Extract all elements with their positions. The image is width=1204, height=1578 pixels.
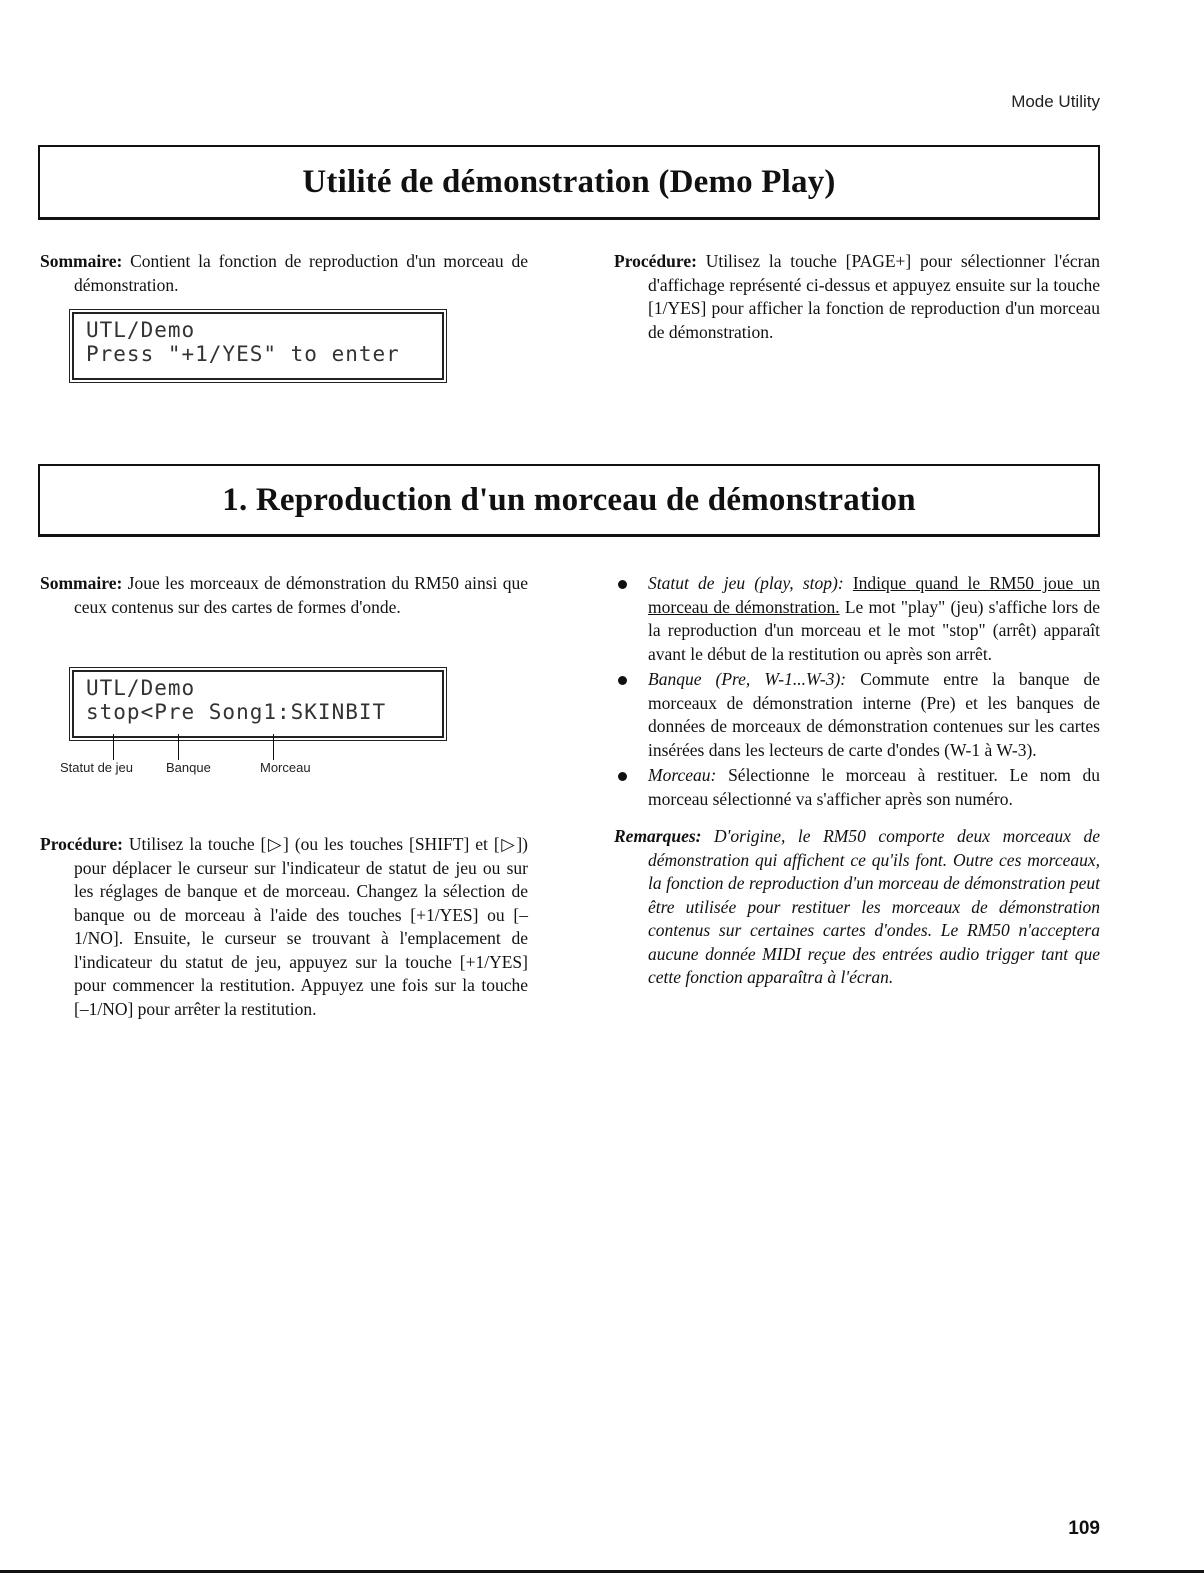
lcd-line-2: Press "+1/YES" to enter	[86, 342, 400, 366]
summary-paragraph	[40, 250, 528, 297]
callout-line-song	[273, 734, 274, 760]
section-title-box-reproduction	[38, 464, 1100, 537]
remarks-text: D'origine, le RM50 comporte deux morceaux de démonstration qui affichent ce qu'ils font. Outre ces morceaux, la fonction de reproduction d'un morceau de démonstration peut être utilisée pour restituer les morceaux de démonstration contenus sur certaines cartes d'ondes. Le RM50 n'acceptera aucune donnée MIDI reçue des entrées audio trigger tant que cette fonction apparaîtra à l'écran.	[648, 826, 1101, 987]
footer-rule	[0, 1570, 1204, 1573]
procedure-label: Procédure:	[614, 251, 697, 271]
summary-label: Sommaire:	[40, 573, 123, 593]
summary-paragraph	[40, 572, 528, 619]
callout-label-bank: Banque	[166, 760, 211, 775]
section-title-box-demo-play	[38, 145, 1100, 220]
procedure-text: Utilisez la touche [▷] (ou les touches [SHIFT] et [▷]) pour déplacer le curseur sur l'indicateur de statut de jeu ou sur les réglages de banque et de morceau. Changez la sélection de banque ou de morceau à l'aide des touches [+1/YES] ou [–1/NO]. Ensuite, le curseur se trouvant à l'emplacement de l'indicateur du statut de jeu, appuyez sur la touche [+1/YES] pour commencer la restitution. Appuyez une fois sur la touche [–1/NO] pour arrêter la restitution.	[74, 834, 528, 1019]
summary-text: Contient la fonction de reproduction d'un morceau de démonstration.	[74, 251, 528, 295]
section2-summary-column	[40, 572, 528, 619]
parameter-list	[614, 572, 1100, 811]
lcd-line-2: stop<Pre Song1:SKINBIT	[86, 700, 387, 724]
parameter-text: Le mot "play" (jeu) s'affiche lors de la reproduction d'un morceau et le mot "stop" (arrêt) apparaît avant le début de la restitution ou après son arrêt.	[648, 596, 1101, 664]
callout-label-status: Statut de jeu	[60, 760, 133, 775]
running-header: Mode Utility	[1011, 92, 1100, 111]
summary-text: Joue les morceaux de démonstration du RM50 ainsi que ceux contenus sur des cartes de formes d'onde.	[74, 573, 529, 617]
section1-left-column	[40, 250, 528, 297]
list-item	[614, 764, 1100, 811]
callout-line-status	[113, 734, 114, 760]
callout-label-song: Morceau	[260, 760, 311, 775]
section-title: 1. Reproduction d'un morceau de démonstration	[222, 481, 916, 518]
bullet-icon	[618, 772, 627, 781]
bullet-icon	[618, 580, 627, 589]
list-item	[614, 668, 1100, 762]
parameter-term: Banque (Pre, W-1...W-3):	[648, 669, 847, 689]
remarks-label: Remarques:	[614, 826, 702, 846]
parameter-text: Commute entre la banque de morceaux de démonstration interne (Pre) et les banques de données de morceaux de démonstration contenues sur les cartes insérées dans les lecteurs de carte d'ondes (W-1 à W-3).	[648, 669, 1101, 760]
procedure-paragraph	[40, 833, 528, 1021]
section-title: Utilité de démonstration (Demo Play)	[302, 163, 836, 200]
lcd-line-1: UTL/Demo	[86, 676, 196, 700]
procedure-paragraph	[614, 250, 1100, 344]
summary-label: Sommaire:	[40, 251, 123, 271]
lcd-line-1: UTL/Demo	[86, 318, 196, 342]
parameter-term: Morceau:	[648, 765, 717, 785]
list-item	[614, 572, 1100, 666]
procedure-text: Utilisez la touche [PAGE+] pour sélectionner l'écran d'affichage représenté ci-dessus et appuyez ensuite sur la touche [1/YES] pour afficher la fonction de reproduction d'un morceau de démonstration.	[648, 251, 1101, 342]
bullet-icon	[618, 676, 627, 685]
parameter-underlined: Indique quand le RM50 joue un morceau de démonstration.	[648, 573, 1100, 617]
lcd-display	[72, 670, 444, 738]
section1-right-column	[614, 250, 1100, 344]
remarks-paragraph	[614, 825, 1100, 990]
section2-procedure-column	[40, 833, 528, 1021]
page-number: 109	[1068, 1518, 1100, 1539]
callout-line-bank	[178, 734, 179, 760]
procedure-label: Procédure:	[40, 834, 123, 854]
section2-right-column	[614, 572, 1100, 990]
lcd-display	[72, 312, 444, 380]
parameter-term: Statut de jeu (play, stop):	[648, 573, 844, 593]
parameter-text: Sélectionne le morceau à restituer. Le nom du morceau sélectionné va s'afficher après son numéro.	[648, 765, 1101, 809]
